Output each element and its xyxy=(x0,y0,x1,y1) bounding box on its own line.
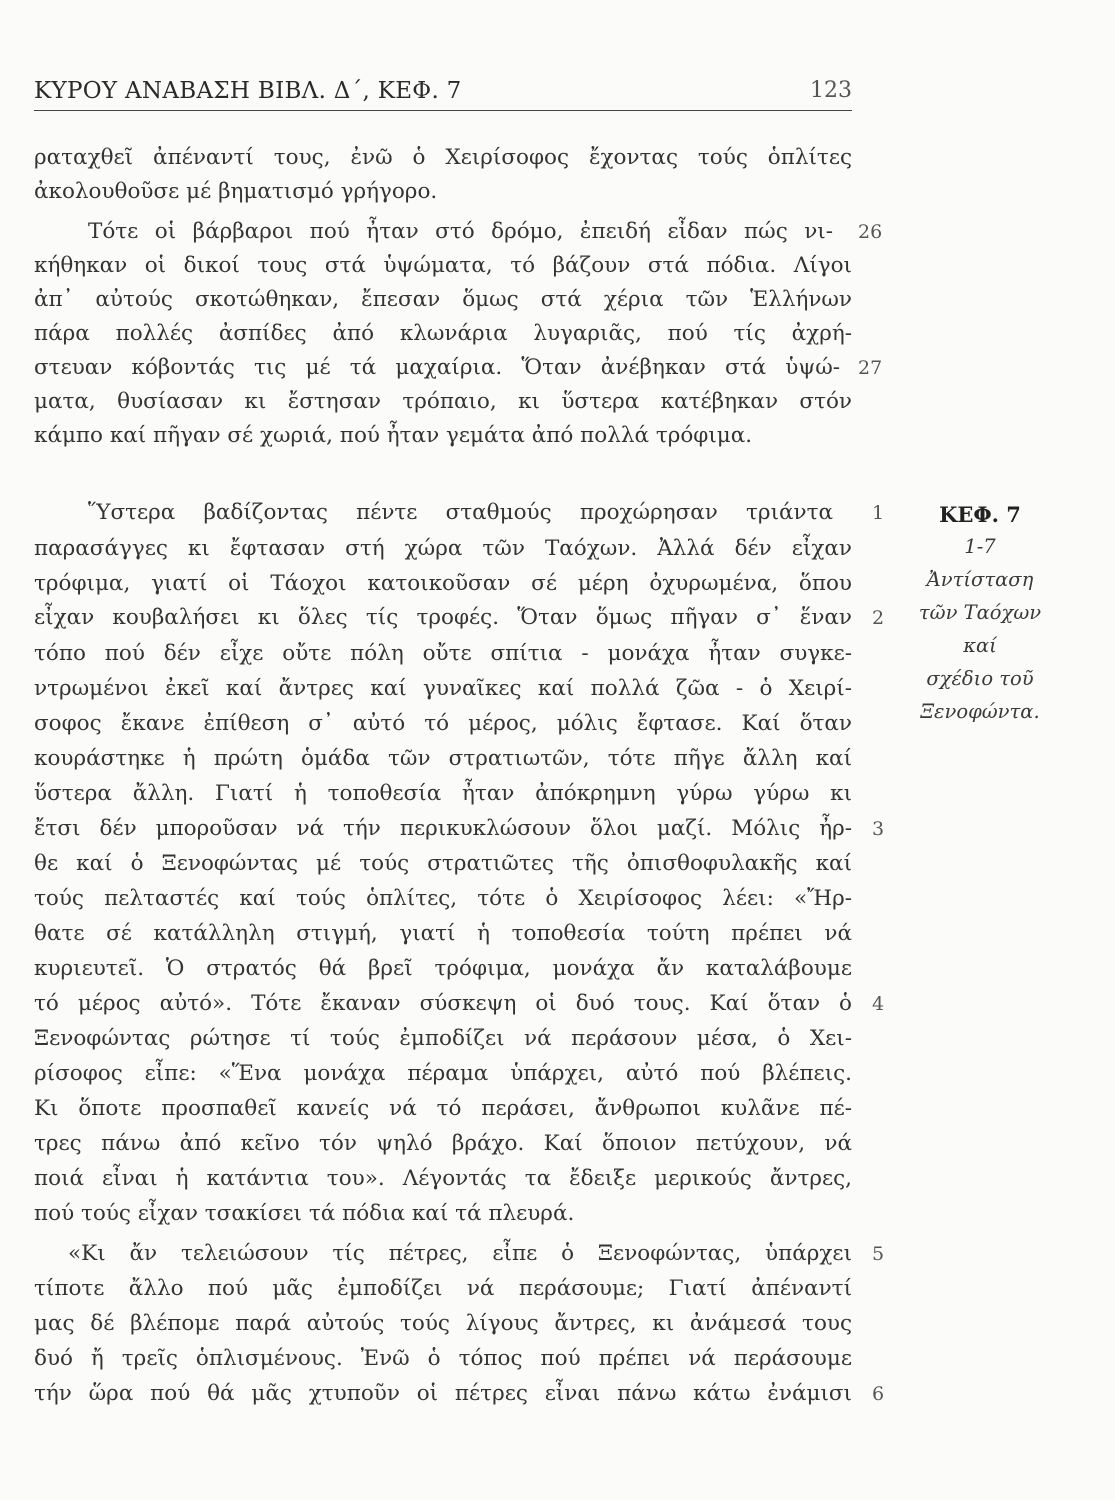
text-line: ἀκολουθοῦσε μέ βηματισμό γρήγορο. xyxy=(34,179,438,204)
text-line: «Κι ἄν τελειώσουν τίς πέτρες, εἶπε ὁ Ξενοφώντας, ὑπάρχει xyxy=(68,1241,852,1266)
text-line: παρασάγγες κι ἔφτασαν στή χώρα τῶν Ταόχων. Ἀλλά δέν εἶχαν xyxy=(34,536,852,561)
verse-number: 6 xyxy=(872,1383,885,1405)
text-line: Ξενοφώντας ρώτησε τί τούς ἐμποδίζει νά περάσουν μέσα, ὁ Χει- xyxy=(34,1026,852,1051)
text-line: τρόφιμα, γιατί οἱ Τάοχοι κατοικοῦσαν σέ μέρη ὀχυρωμένα, ὅπου xyxy=(34,571,852,596)
text-line: τούς πελταστές καί τούς ὁπλίτες, τότε ὁ Χειρίσοφος λέει: «Ἤρ- xyxy=(34,886,852,911)
text-line: Κι ὅποτε προσπαθεῖ κανείς νά τό περάσει, ἄνθρωποι κυλᾶνε πέ- xyxy=(34,1096,852,1121)
text-line: κυριευτεῖ. Ὁ στρατός θά βρεῖ τρόφιμα, μονάχα ἄν καταλάβουμε xyxy=(34,956,852,981)
verse-number: 26 xyxy=(858,221,883,243)
verse-number: 5 xyxy=(872,1243,885,1265)
page-header xyxy=(34,72,852,111)
text-line: πού τούς εἶχαν τσακίσει τά πόδια καί τά πλευρά. xyxy=(34,1201,575,1226)
running-title: ΚΥΡΟΥ ΑΝΑΒΑΣΗ ΒΙΒΛ. Δ΄, ΚΕΦ. 7 xyxy=(34,78,462,104)
verse-number: 2 xyxy=(872,607,885,629)
sidebar-chapter: ΚΕΦ. 7 xyxy=(939,502,1021,527)
text-line: πάρα πολλές ἀσπίδες ἀπό κλωνάρια λυγαριᾶς, πού τίς ἀχρή- xyxy=(34,321,852,346)
sidebar-range: 1-7 xyxy=(964,535,996,558)
text-line: Τότε οἱ βάρβαροι πού ἦταν στό δρόμο, ἐπειδή εἶδαν πώς νι- xyxy=(88,219,833,244)
text-line: ἀπ᾽ αὐτούς σκοτώθηκαν, ἔπεσαν ὅμως στά χέρια τῶν Ἑλλήνων xyxy=(34,287,852,312)
text-line: τήν ὥρα πού θά μᾶς χτυποῦν οἱ πέτρες εἶναι πάνω κάτω ἐνάμισι xyxy=(34,1381,852,1406)
text-line: τό μέρος αὐτό». Τότε ἔκαναν σύσκεψη οἱ δυό τους. Καί ὅταν ὁ xyxy=(34,991,852,1016)
text-line: τόπο πού δέν εἶχε οὔτε πόλη οὔτε σπίτια - μονάχα ἦταν συγκε- xyxy=(34,641,852,666)
text-line: ραταχθεῖ ἀπέναντί τους, ἐνῶ ὁ Χειρίσοφος ἔχοντας τούς ὁπλίτες xyxy=(34,145,852,170)
sidebar-summary-line: σχέδιο τοῦ xyxy=(926,667,1034,690)
text-line: σοφος ἔκανε ἐπίθεση σ᾽ αὐτό τό μέρος, μόλις ἔφτασε. Καί ὅταν xyxy=(34,711,852,736)
text-line: κήθηκαν οἱ δικοί τους στά ὑψώματα, τό βάζουν στά πόδια. Λίγοι xyxy=(34,253,852,278)
text-line: τίποτε ἄλλο πού μᾶς ἐμποδίζει νά περάσουμε; Γιατί ἀπέναντί xyxy=(34,1276,852,1301)
text-line: ποιά εἶναι ἡ κατάντια του». Λέγοντάς τα ἔδειξε μερικούς ἄντρες, xyxy=(34,1166,852,1191)
sidebar-summary-line: Ξενοφώντα. xyxy=(920,700,1040,723)
verse-number: 27 xyxy=(858,357,883,379)
sidebar-summary-line: Ἀντίσταση xyxy=(926,568,1034,591)
text-line: ματα, θυσίασαν κι ἔστησαν τρόπαιο, κι ὕστερα κατέβηκαν στόν xyxy=(34,389,852,414)
text-line: δυό ἤ τρεῖς ὁπλισμένους. Ἐνῶ ὁ τόπος πού πρέπει νά περάσουμε xyxy=(34,1346,852,1371)
verse-number: 3 xyxy=(872,818,885,840)
text-line: στευαν κόβοντάς τις μέ τά μαχαίρια. Ὅταν ἀνέβηκαν στά ὑψώ- xyxy=(34,355,840,380)
text-line: ὕστερα ἄλλη. Γιατί ἡ τοποθεσία ἦταν ἀπόκρημνη γύρω γύρω κι xyxy=(34,781,852,806)
text-line: κουράστηκε ἡ πρώτη ὁμάδα τῶν στρατιωτῶν, τότε πῆγε ἄλλη καί xyxy=(34,746,852,771)
text-line: εἶχαν κουβαλήσει κι ὅλες τίς τροφές. Ὅταν ὅμως πῆγαν σ᾽ ἕναν xyxy=(34,605,852,630)
text-line: θατε σέ κατάλληλη στιγμή, γιατί ἡ τοποθεσία τούτη πρέπει νά xyxy=(34,921,852,946)
text-line: Ὕστερα βαδίζοντας πέντε σταθμούς προχώρησαν τριάντα xyxy=(88,500,833,525)
text-line: κάμπο καί πῆγαν σέ χωριά, πού ἦταν γεμάτα ἀπό πολλά τρόφιμα. xyxy=(34,423,753,448)
text-line: θε καί ὁ Ξενοφώντας μέ τούς στρατιῶτες τῆς ὀπισθοφυλακῆς καί xyxy=(34,851,852,876)
sidebar-summary-line: καί xyxy=(963,634,997,657)
page-number: 123 xyxy=(810,78,852,103)
text-line: ἔτσι δέν μποροῦσαν νά τήν περικυκλώσουν ὅλοι μαζί. Μόλις ἦρ- xyxy=(34,816,852,841)
text-line: τρες πάνω ἀπό κεῖνο τόν ψηλό βράχο. Καί ὅποιον πετύχουν, νά xyxy=(34,1131,852,1156)
sidebar-summary-line: τῶν Ταόχων xyxy=(918,601,1042,624)
verse-number: 1 xyxy=(872,502,885,524)
verse-number: 4 xyxy=(872,993,885,1015)
text-line: ντρωμένοι ἐκεῖ καί ἄντρες καί γυναῖκες καί πολλά ζῶα - ὁ Χειρί- xyxy=(34,676,852,701)
text-line: ρίσοφος εἶπε: «Ἕνα μονάχα πέραμα ὑπάρχει, αὐτό πού βλέπεις. xyxy=(34,1061,852,1086)
text-line: μας δέ βλέπομε παρά αὐτούς τούς λίγους ἄντρες, κι ἀνάμεσά τους xyxy=(34,1311,852,1336)
